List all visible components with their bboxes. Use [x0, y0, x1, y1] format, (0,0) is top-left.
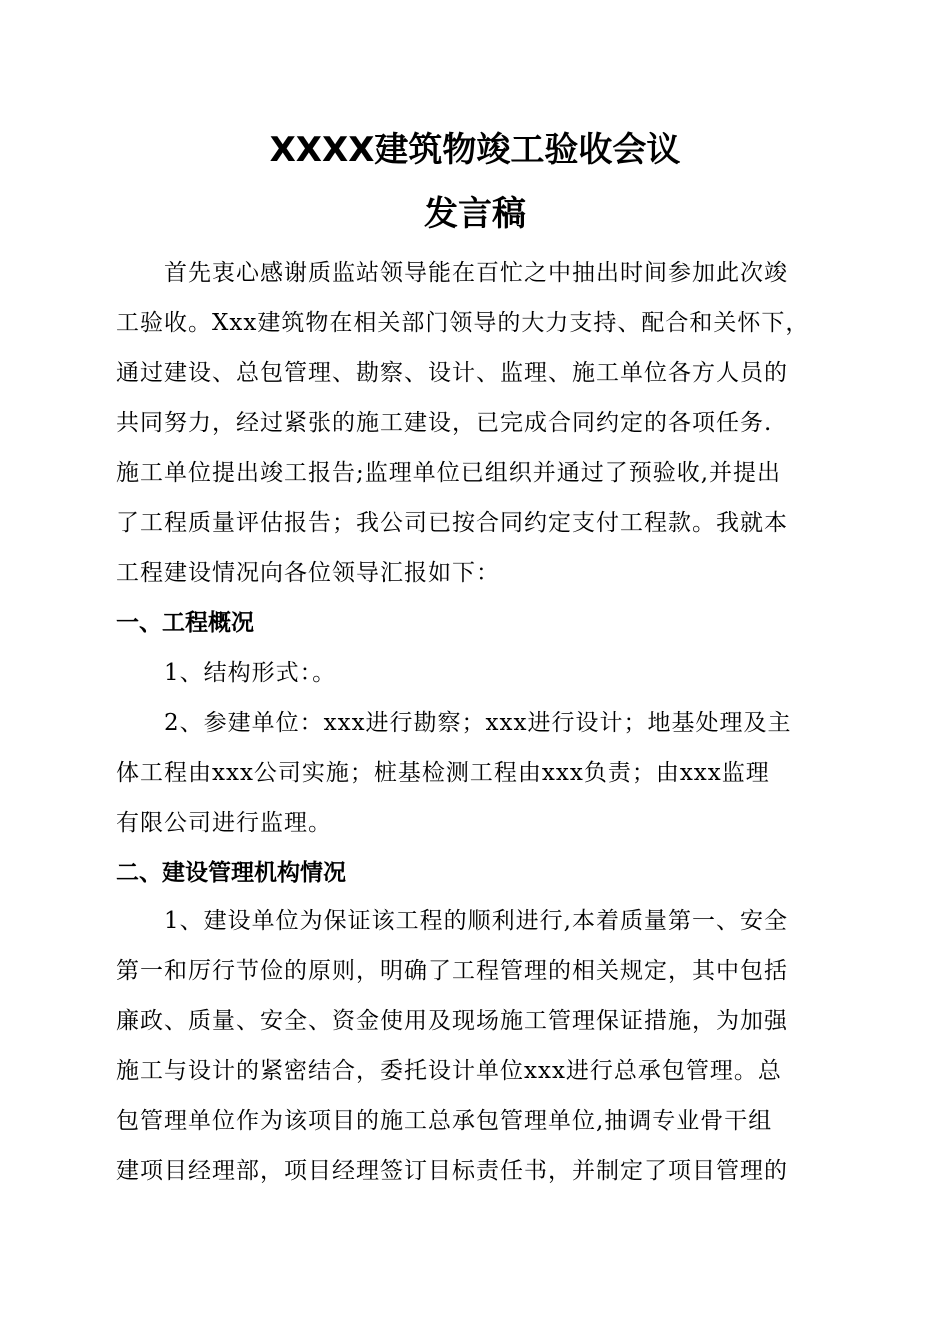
section-heading: 二、建设管理机构情况: [116, 860, 346, 886]
paragraph-line: 建项目经理部，项目经理签订目标责任书，并制定了项目管理的: [116, 1158, 788, 1184]
paragraph-line: 施工单位提出竣工报告;监理单位已组织并通过了预验收,并提出: [116, 460, 782, 486]
paragraph-line: 1、结构形式：。: [164, 660, 337, 686]
paragraph-line: 包管理单位作为该项目的施工总承包管理单位,抽调专业骨干组: [116, 1108, 773, 1134]
paragraph-line: 廉政、质量、安全、资金使用及现场施工管理保证措施，为加强: [116, 1008, 788, 1034]
document-subtitle: 发言稿: [424, 194, 526, 234]
paragraph-line: 工程建设情况向各位领导汇报如下：: [116, 560, 500, 586]
paragraph-line: 共同努力，经过紧张的施工建设，已完成合同约定的各项任务.: [116, 410, 773, 436]
paragraph-line: 工验收。Xxx建筑物在相关部门领导的大力支持、配合和关怀下，: [116, 310, 810, 336]
paragraph-line: 1、建设单位为保证该工程的顺利进行,本着质量第一、安全: [164, 908, 788, 934]
paragraph-line: 第一和厉行节俭的原则，明确了工程管理的相关规定，其中包括: [116, 958, 788, 984]
paragraph-line: 2、参建单位：xxx进行勘察；xxx进行设计；地基处理及主: [164, 710, 792, 736]
document-title: XXXX建筑物竣工验收会议: [269, 130, 681, 170]
paragraph-line: 通过建设、总包管理、勘察、设计、监理、施工单位各方人员的: [116, 360, 788, 386]
paragraph-line: 首先衷心感谢质监站领导能在百忙之中抽出时间参加此次竣: [164, 260, 788, 286]
paragraph-line: 施工与设计的紧密结合，委托设计单位xxx进行总承包管理。总: [116, 1058, 782, 1084]
paragraph-line: 了工程质量评估报告；我公司已按合同约定支付工程款。我就本: [116, 510, 788, 536]
section-heading: 一、工程概况: [116, 610, 254, 636]
paragraph-line: 体工程由xxx公司实施；桩基检测工程由xxx负责；由xxx监理: [116, 760, 770, 786]
paragraph-line: 有限公司进行监理。: [116, 810, 332, 836]
